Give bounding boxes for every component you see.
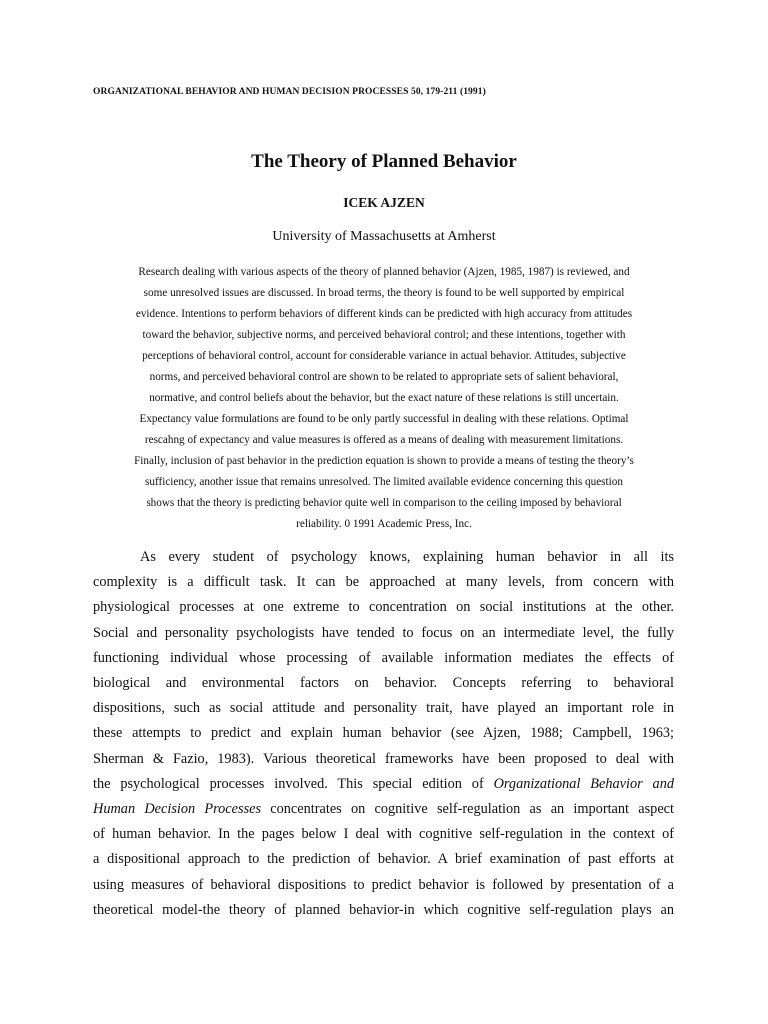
abstract-line: sufficiency, another issue that remains unresolved. The limited available evidence concerning this question — [145, 476, 623, 488]
abstract-line: some unresolved issues are discussed. In broad terms, the theory is found to be well supported by empirical — [143, 287, 625, 299]
abstract-line: Finally, inclusion of past behavior in the prediction equation is shown to provide a means of testing the theory’s — [134, 455, 634, 467]
body-line: complexity is a difficult task. It can be approached at many levels, from concern with — [93, 574, 674, 591]
body-line: theoretical model-the theory of planned behavior-in which cognitive self-regulation plays an — [93, 901, 674, 918]
body-line: these attempts to predict and explain human behavior (see Ajzen, 1988; Campbell, 1963; — [93, 725, 674, 742]
body-line: of human behavior. In the pages below I deal with cognitive self-regulation in the context of — [93, 826, 674, 843]
abstract-line: Research dealing with various aspects of the theory of planned behavior (Ajzen, 1985, 1987) is reviewed, and — [138, 266, 630, 278]
body-line: dispositions, such as social attitude and personality trait, have played an important role in — [93, 700, 674, 717]
body-line — [93, 772, 674, 797]
abstract-line: normative, and control beliefs about the behavior, but the exact nature of these relations is still uncertain. — [149, 392, 619, 404]
body-line: As every student of psychology knows, explaining human behavior in all its — [140, 549, 674, 565]
body-line-text: concentrates on cognitive self-regulation as an important aspect — [261, 801, 674, 818]
paper-title: The Theory of Planned Behavior — [251, 151, 517, 172]
abstract-line: norms, and perceived behavioral control are shown to be related to appropriate sets of salient behavioral, — [149, 371, 619, 383]
body-line: functioning individual whose processing of available information mediates the effects of — [93, 649, 674, 666]
author-affiliation: University of Massachusetts at Amherst — [272, 229, 496, 244]
abstract-line: evidence. Intentions to perform behaviors of different kinds can be predicted with high accuracy from attitudes — [135, 308, 633, 320]
body-line: biological and environmental factors on behavior. Concepts referring to behavioral — [93, 675, 674, 692]
body-line — [93, 797, 674, 822]
abstract-line: reliability. 0 1991 Academic Press, Inc. — [296, 518, 472, 530]
author-name: ICEK AJZEN — [343, 195, 425, 210]
abstract-line: shows that the theory is predicting behavior quite well in comparison to the ceiling imposed by behavioral — [146, 497, 622, 509]
body-line: physiological processes at one extreme to concentration on social institutions at the other. — [93, 599, 674, 616]
journal-name-italic: Organizational Behavior and — [493, 775, 674, 792]
abstract — [93, 262, 675, 535]
body-line: using measures of behavioral dispositions to predict behavior is followed by presentation of a — [93, 876, 674, 893]
abstract-line: Expectancy value formulations are found to be only partly successful in dealing with these relations. Optimal — [139, 413, 629, 425]
journal-header: ORGANIZATIONAL BEHAVIOR AND HUMAN DECISION PROCESSES 50, 179-211 (1991) — [93, 87, 486, 97]
abstract-line: rescahng of expectancy and value measures is offered as a means of dealing with measurement limitations. — [144, 434, 624, 446]
abstract-line: perceptions of behavioral control, account for considerable variance in actual behavior. Attitudes, subjective — [142, 350, 626, 362]
body-line: a dispositional approach to the prediction of behavior. A brief examination of past efforts at — [93, 851, 674, 868]
body-line: Sherman & Fazio, 1983). Various theoretical frameworks have been proposed to deal with — [93, 750, 674, 767]
journal-name-italic: Human Decision Processes — [93, 801, 262, 818]
body-line-text: the psychological processes involved. This special edition of — [93, 775, 494, 792]
abstract-line: toward the behavior, subjective norms, and perceived behavioral control; and these intentions, together with — [142, 329, 626, 341]
body-line: Social and personality psychologists have tended to focus on an intermediate level, the fully — [93, 624, 674, 641]
body-paragraph — [93, 545, 674, 923]
